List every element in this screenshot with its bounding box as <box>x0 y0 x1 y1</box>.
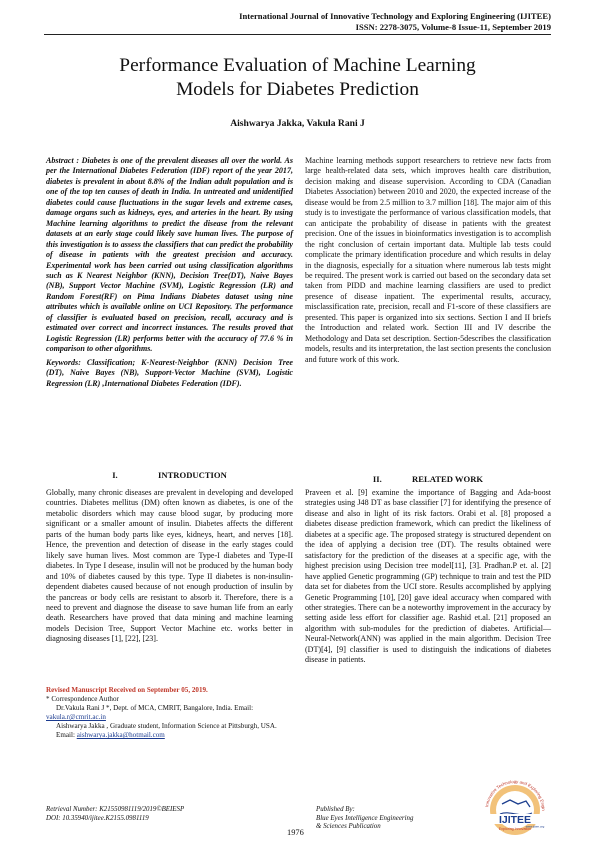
paper-title <box>40 54 555 102</box>
author-1-affiliation <box>46 704 293 713</box>
title-line-1: Performance Evaluation of Machine Learning <box>119 55 476 76</box>
logo-wordmark: IJITEE <box>498 814 532 826</box>
logo-arc-text-path: Innovative Technology and Exploring Engin <box>484 778 547 811</box>
intro-continuation <box>305 156 551 365</box>
intro-continuation-text: Machine learning methods support researchers to retrieve new facts from large health-related data sets, which improves health care distribution, decision making and disease supervision. According to CDA (Canadian Diabetes Association) between 2010 and 2020, the expected increase of the disease would be from 2.5 million to 3.7 million [18]. The major aim of this study is to investigate the performance of various classification models, that can anticipate the probability of disease in patients with the greatest precision. One of the issues in bioinformatics investigation is to accomplish the right conclusion of certain important data. Multiple lab tests could complicate the primary identification procedure and which results in delay in the diagnosis, especially for a situation where numerous lab tests might be required. The present work is carried out based on the secondary data set taken from PIDD and machine learning classifiers are used to predict presence of disease inpatient. The experimental results, accuracy, misclassification rate, precision, recall and F1-score of these classifiers are presented. This paper is organized into six sections. Section I and II briefs the Introduction and related work. Section III and IV describe the Methodology and Data set description. Section-5describes the classification models, results and its interpretation, the last section presents the conclusion and future work of this work. <box>305 156 551 364</box>
publisher-line-2: & Sciences Publication <box>316 823 381 831</box>
section-number: II. <box>372 474 382 484</box>
author-1-email-link[interactable]: vakula.r@cmrit.ac.in <box>46 713 106 722</box>
page-number: 1976 <box>287 828 304 837</box>
keywords-text: Keywords: Classification; K-Nearest-Neighbor (KNN) Decision Tree (DT), Naive Bayes (NB), Support-Vector Machine (SVM), Logistic Regression (LR) ,International Diabetes Federation (IDF). <box>46 357 293 388</box>
introduction-text: Globally, many chronic diseases are prevalent in developing and developed countries. Diabetes mellitus (DM) often known as diabetes, is one of the metabolic disorders which may cause blood sugar, by producing more significant or a smaller amount of insulin. Diabetes affects the different parts of the human body parts like eyes, kidneys, heart, and nerves [18]. Hence, the prevention and detection of disease in the early stages could likely save human lives. Most common are Type-I diabetes and Type-II diabetes. In Type I desease, insulin will not be produced by the human body and 10% of diabetes caused by this type. Type II diabetes is non-insulin-dependent diabetes caused because of not enough production of insulin by the pancreas or body cells are resistant to absorb it. Therefore, there is a need to prevent and diagnose the disease to save human life from an early death. Researchers have proved that data mining and machine learning models Decision Tree, Support Vector Machine etc. works better in diagnosing diseases [1], [22], [23]. <box>46 488 293 644</box>
related-work-body <box>305 488 551 666</box>
author-2-text: Aishwarya Jakka , Graduate student, Information Science at Pittsburgh, USA. <box>56 722 277 731</box>
published-by: Published By: <box>316 806 355 813</box>
doi: DOI: 10.35940/ijitee.K2155.0981119 <box>46 814 149 822</box>
journal-name: International Journal of Innovative Technology and Exploring Engineering (IJITEE) <box>239 11 551 21</box>
introduction-body <box>46 488 293 645</box>
journal-issn: ISSN: 2278-3075, Volume-8 Issue-11, September 2019 <box>355 22 551 32</box>
abstract-text: Abstract : Diabetes is one of the prevalent diseases all over the world. As per the International Diabetes Federation (IDF) report of the year 2017, diabetes is prevalent in about 8.8% of the Indian adult population and is one of the top ten causes of death in India. In untreated and unidentified diabetes could cause fluctuations in the sugar levels and extreme cases, damage organs such as kidneys, eyes, and arteries in the heart. By using Machine learning algorithms to predict the disease from the relevant datasets at an early stage could likely save human lives. The purpose of this investigation is to assess the classifiers that can predict the probability of disease in patients with the greatest precision and accuracy. Experimental work has been carried out using classification algorithms such as K Nearest Neighbor (KNN), Decision Tree(DT), Naive Bayes (NB), Support Vector Machine (SVM), Logistic Regression (LR) and Random Forest(RF) on Pima Indians Diabetes dataset using nine attributes which is available online on UCI Repository. The performance of classifier is evaluated based on precision, recall, accuracy and is estimated over correct and incorrect instances. The results proved that Logistic Regression (LR) performs better with the accuracy of 77.6 % in comparison to other algorithms. <box>46 156 293 354</box>
retrieval-number: Retrieval Number: K21550981119/2019©BEIESP <box>46 806 185 813</box>
publisher-line-1: Blue Eyes Intelligence Engineering <box>316 814 414 822</box>
author-1-text: Dr.Vakula Rani J *, Dept. of MCA, CMRIT, Bangalore, India. Email: <box>56 704 254 713</box>
ijitee-logo <box>480 776 550 836</box>
section-number: I. <box>112 470 118 480</box>
logo-tagline: Exploring Innovation <box>498 827 532 831</box>
related-work-text: Praveen et al. [9] examine the importance of Bagging and Ada-boost strategies using J48 DT as base classifier [7] for identifying the presence of disease and also in light of its risk factors. Orabi et al. [8] proposed a diabetes disease prediction framework, which can predict the likeliness of diabetes at a specific age. The proposed strategy is structured dependent on the idea of applying a decision tree (DT). The results obtained were satisfactory for the prediction of the diseases at a specific age, with the highest precision using Decision tree model[11], [3]. Pradhan.P et. al. [2] have applied Genetic programming (GP) technique to train and test the PID data set for diabetes from the UCI store. Results accomplished by applying Genetic Programming [10], [20] gave ideal accuracy when compared with other strategies. There can be a noteworthy improvement in the accuracy by setting aside less effort for classifier age. Rashid et.al. [21] proposed an algorithm with sub-modules for the prediction of diabetes. Artificial—Neural-Network(ANN) was applied in the main algorithm. Decision Tree (DT)[4], [9] classifier is used to distinguish the indications of diabetes disease in patients. <box>305 488 551 665</box>
author-footnote <box>46 686 293 741</box>
title-line-2: Models for Diabetes Prediction <box>176 79 419 100</box>
footer-left <box>46 806 184 823</box>
revised-note: Revised Manuscript Received on September 05, 2019. <box>46 686 208 694</box>
section-title: INTRODUCTION <box>158 470 227 480</box>
footer-publisher <box>316 806 413 832</box>
section-heading-introduction <box>46 470 293 480</box>
author-2-email-label: Email: <box>56 731 75 740</box>
abstract-block <box>46 156 293 389</box>
logo-url: www.ijitee.org <box>525 824 545 829</box>
section-title: RELATED WORK <box>412 474 484 484</box>
author-2-email-link[interactable]: aishwarya.jakka@hotmail.com <box>76 731 165 740</box>
correspondence-note: * Correspondence Author <box>46 695 119 704</box>
section-heading-related-work <box>305 474 551 484</box>
header-rule <box>44 34 551 35</box>
author-2-affiliation <box>46 722 293 740</box>
paper-authors: Aishwarya Jakka, Vakula Rani J <box>230 118 365 129</box>
